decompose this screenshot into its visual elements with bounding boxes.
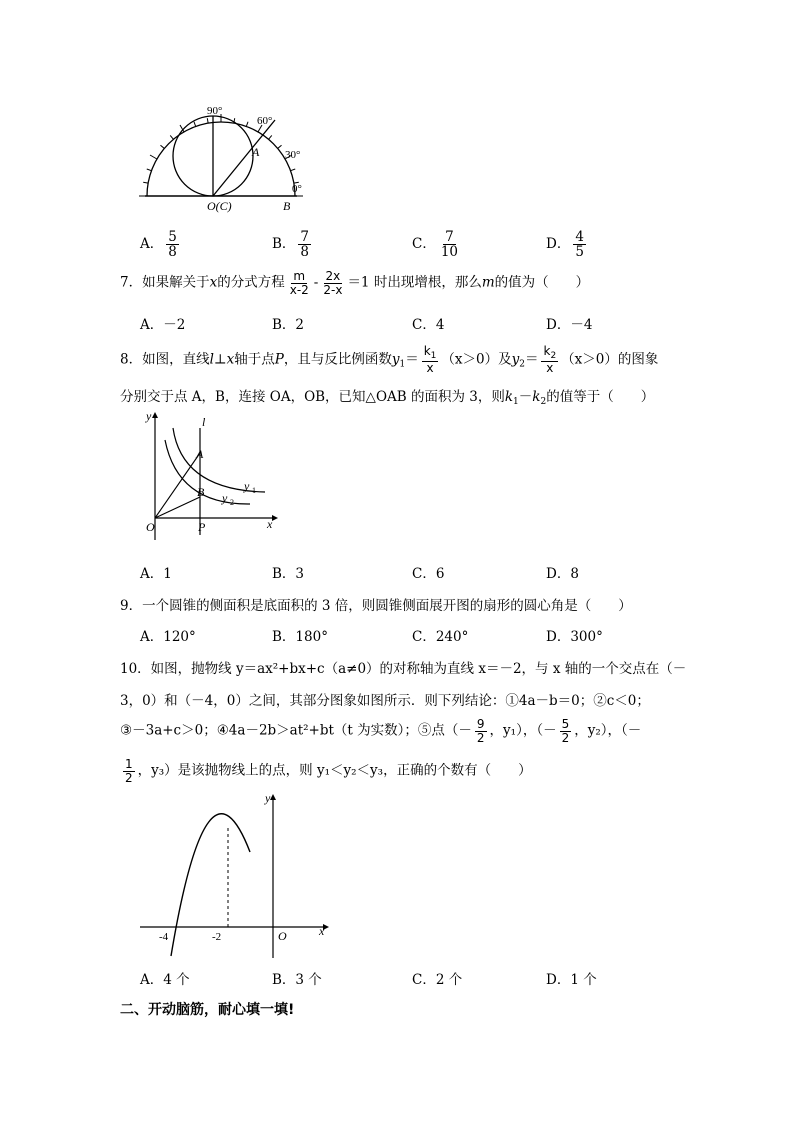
q8-label-p: P — [198, 520, 206, 534]
label-oc: O(C) — [207, 199, 232, 213]
q8-stem-line2: 分别交于点 A，B，连接 OA，OB，已知△OAB 的面积为 3，则$k_1-k_2$的值等于（ ） — [120, 389, 655, 407]
svg-text:2: 2 — [230, 498, 234, 507]
q6-option-a[interactable]: A． $\frac{5}{8}$ — [140, 229, 177, 261]
q7-option-a[interactable]: A．－2 — [140, 317, 186, 333]
svg-text:1: 1 — [252, 486, 256, 495]
q8-option-d[interactable]: D．8 — [546, 566, 579, 582]
protractor-tick — [170, 135, 173, 139]
q6-option-d[interactable]: D． $\frac{4}{5}$ — [546, 229, 584, 261]
q7-stem: 7．如果解关于x的分式方程 $\frac{m}{x-2}$ - $\frac{2x}{2-x}$ ＝1 时出现增根，那么m的值为（ ） — [120, 269, 590, 297]
q8-label-l: l — [202, 415, 206, 429]
label-b: B — [283, 199, 291, 213]
protractor-tick — [143, 182, 148, 183]
q8-label-x: x — [267, 517, 273, 531]
q10-option-c[interactable]: C．2 个 — [412, 972, 463, 988]
q8-option-c[interactable]: C．6 — [412, 566, 445, 582]
q8-label-a: A — [196, 447, 204, 461]
label-30: 30° — [285, 149, 301, 161]
protractor-tick — [269, 135, 272, 139]
q8-stem-line1: 8．如图，直线l⊥x轴于点P，且与反比例函数$y_1=$ $\frac{k_1}{x}$ （x＞0）及$y_2=$ $\frac{k_2}{x}$ （x＞0）的图象 — [120, 344, 659, 376]
label-90: 90° — [207, 105, 223, 117]
q10-option-a[interactable]: A．4 个 — [140, 972, 190, 988]
protractor-tick — [291, 169, 296, 171]
q8-label-y2: y — [222, 491, 228, 505]
q6-option-c[interactable]: C． $\frac{7}{10}$ — [412, 229, 459, 261]
q9-stem: 9．一个圆锥的侧面积是底面积的 3 倍，则圆锥侧面展开图的扇形的圆心角是（ ） — [120, 598, 632, 614]
q10-label-minus4: -4 — [159, 931, 169, 943]
q6-option-b[interactable]: B． $\frac{7}{8}$ — [272, 229, 310, 261]
q8-label-y1: y — [244, 479, 250, 493]
q10-option-d[interactable]: D．1 个 — [546, 972, 597, 988]
label-0: 0° — [292, 183, 302, 195]
label-a: A — [252, 145, 260, 159]
q7-option-c[interactable]: C．4 — [412, 317, 445, 333]
q10-parabola-figure — [135, 790, 335, 960]
q10-option-b[interactable]: B．3 个 — [272, 972, 322, 988]
q10-label-x: x — [319, 924, 325, 938]
q8-label-o: O — [146, 520, 155, 534]
q8-option-b[interactable]: B．3 — [272, 566, 305, 582]
q7-option-b[interactable]: B．2 — [272, 317, 305, 333]
protractor-tick — [194, 122, 196, 127]
q9-option-c[interactable]: C．240° — [412, 629, 469, 645]
q8-figure — [140, 410, 280, 540]
q10-line1: 10．如图，抛物线 y＝ax²+bx+c（a≠0）的对称轴为直线 x＝－2，与 x 轴的一个交点在（－ — [120, 661, 687, 677]
label-60: 60° — [257, 115, 273, 127]
q8-label-y: y — [146, 410, 152, 423]
protractor-tick — [160, 145, 164, 148]
q9-option-b[interactable]: B．180° — [272, 629, 328, 645]
q7-option-d[interactable]: D．－4 — [546, 317, 593, 333]
protractor-tick — [147, 169, 152, 171]
protractor-tick — [278, 145, 282, 148]
protractor-tick — [207, 118, 208, 123]
section-2-heading: 二、开动脑筋，耐心填一填! — [120, 1002, 295, 1018]
q8-label-b: B — [197, 485, 205, 499]
protractor-tick — [246, 122, 248, 127]
protractor-figure — [135, 100, 315, 215]
q9-option-a[interactable]: A．120° — [140, 629, 196, 645]
q10-label-minus2: -2 — [212, 931, 222, 943]
q10-line4: $\frac{1}{2}$ ，y₃）是该抛物线上的点，则 y₁＜y₂＜y₃，正确的个数有（ ） — [125, 757, 532, 785]
protractor-tick — [150, 155, 157, 159]
q10-line3: ③－3a+c＞0；④4a－2b＞at²+bt（t 为实数）；⑤点（－ $\frac{9}{2}$ ，y₁），（－ $\frac{5}{2}$ ，y₂），（－ — [120, 717, 642, 745]
q10-label-o: O — [278, 929, 287, 943]
q8-option-a[interactable]: A．1 — [140, 566, 172, 582]
q9-option-d[interactable]: D．300° — [546, 629, 603, 645]
q10-line2: 3，0）和（－4，0）之间，其部分图象如图所示．则下列结论：①4a－b＝0；②c＜0； — [120, 693, 650, 709]
q10-label-y: y — [265, 791, 271, 805]
